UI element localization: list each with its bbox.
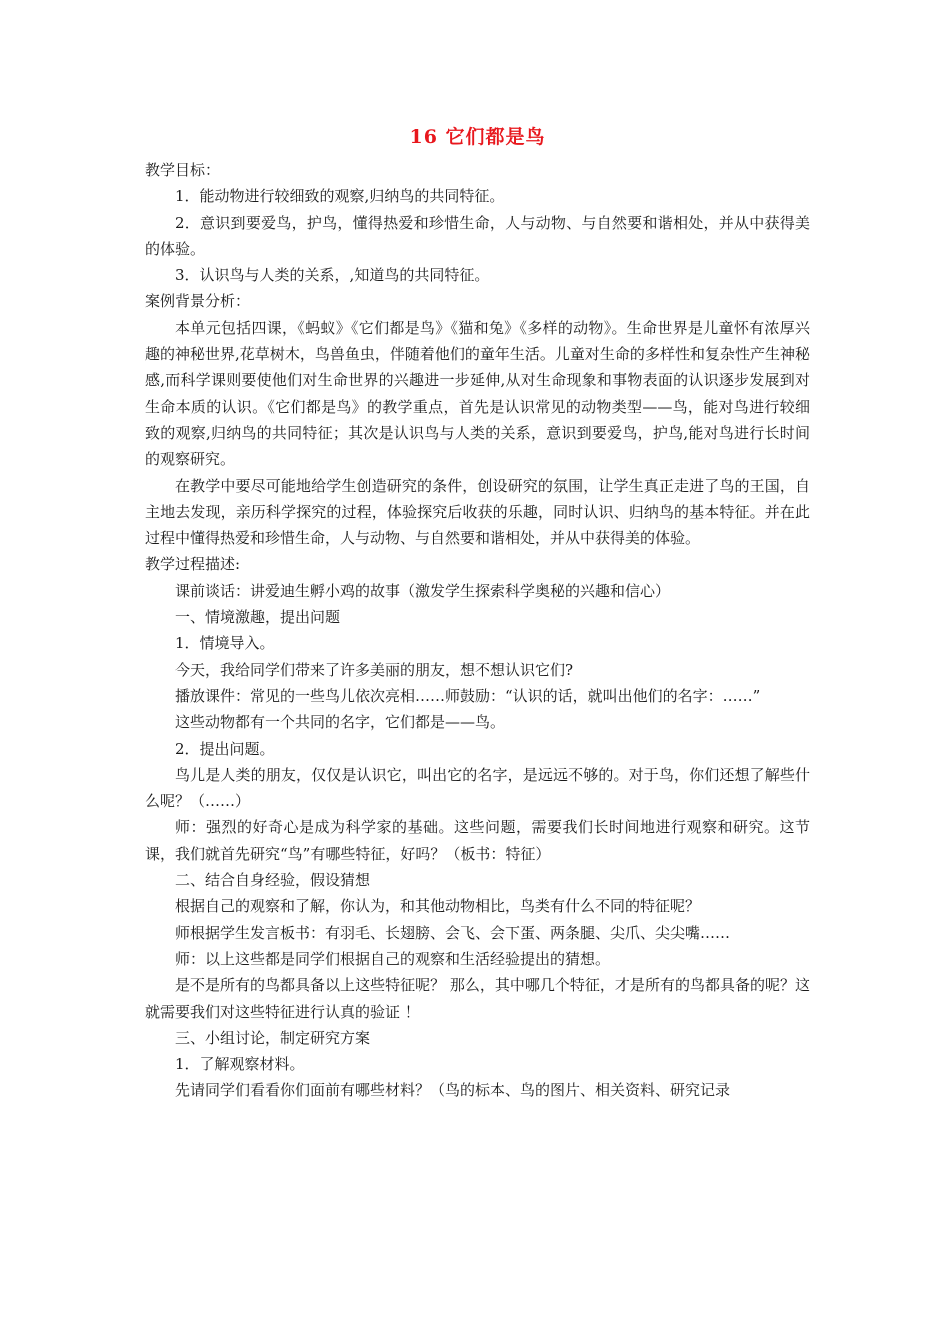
paragraph: 三、小组讨论，制定研究方案 — [175, 1028, 371, 1047]
paragraph: 根据自己的观察和了解，你认为，和其他动物相比，鸟类有什么不同的特征呢？ — [175, 897, 701, 916]
page-title: 16 它们都是鸟 — [409, 126, 546, 148]
paragraph: 1．情境导入。 — [175, 634, 275, 653]
paragraph: 这些动物都有一个共同的名字，它们都是——鸟。 — [175, 713, 506, 732]
paragraph: 先请同学们看看你们面前有哪些材料？（鸟的标本、鸟的图片、相关资料、研究记录 — [175, 1081, 731, 1100]
section-heading: 教学目标： — [145, 161, 221, 179]
paragraph: 师根据学生发言板书：有羽毛、长翅膀、会飞、会下蛋、两条腿、尖爪、尖尖嘴…… — [175, 923, 731, 942]
paragraph: 本单元包括四课，《蚂蚁》《它们都是鸟》《猫和兔》《多样的动物》。生命世界是儿童怀有浓厚兴趣的神秘世界,花草树木，鸟兽鱼虫，伴随着他们的童年生活。儿童对生命的多样性和复杂性产生神秘感,而科学课则要使他们对生命世界的兴趣进一步延伸,从对生命现象和事物表面的认识逐步发展到对生命本质的认识。《它们都是鸟》的教学重点，首先是认识常见的动物类型——鸟，能对鸟进行较细致的观察,归纳鸟的共同特征；其次是认识鸟与人类的关系，意识到要爱鸟，护鸟,能对鸟进行长时间的观察研究。 — [145, 318, 810, 469]
section-heading: 教学过程描述: — [145, 555, 241, 574]
paragraph: 二、结合自身经验，假设猜想 — [175, 871, 371, 890]
paragraph: 1．了解观察材料。 — [175, 1055, 305, 1074]
section-heading: 案例背景分析： — [145, 292, 251, 311]
paragraph: 一、情境激趣，提出问题 — [175, 608, 341, 627]
paragraph: 1．能动物进行较细致的观察,归纳鸟的共同特征。 — [175, 187, 505, 206]
paragraph: 3．认识鸟与人类的关系，,知道鸟的共同特征。 — [175, 266, 490, 285]
paragraph: 师：强烈的好奇心是成为科学家的基础。这些问题，需要我们长时间地进行观察和研究。这节课，我们就首先研究“鸟”有哪些特征，好吗？（板书：特征） — [145, 818, 810, 863]
paragraph: 课前谈话：讲爱迪生孵小鸡的故事（激发学生探索科学奥秘的兴趣和信心） — [175, 581, 671, 600]
paragraph: 在教学中要尽可能地给学生创造研究的条件，创设研究的氛围，让学生真正走进了鸟的王国，自主地去发现，亲历科学探究的过程，体验探究后收获的乐趣，同时认识、归纳鸟的基本特征。并在此过程中懂得热爱和珍惜生命，人与动物、与自然要和谐相处，并从中获得美的体验。 — [145, 476, 810, 548]
document-body — [145, 157, 810, 1104]
paragraph: 播放课件：常见的一些鸟儿依次亮相……师鼓励：“认识的话，就叫出他们的名字：……” — [175, 686, 761, 705]
paragraph: 2．意识到要爱鸟，护鸟，懂得热爱和珍惜生命，人与动物、与自然要和谐相处，并从中获得美的体验。 — [145, 213, 810, 258]
paragraph: 2．提出问题。 — [175, 739, 275, 758]
paragraph: 是不是所有的鸟都具备以上这些特征呢？ 那么，其中哪几个特征，才是所有的鸟都具备的呢？这就需要我们对这些特征进行认真的验证 ！ — [145, 976, 810, 1021]
paragraph: 今天，我给同学们带来了许多美丽的朋友，想不想认识它们? — [175, 660, 574, 679]
paragraph: 鸟儿是人类的朋友，仅仅是认识它，叫出它的名字，是远远不够的。对于鸟，你们还想了解些什么呢？（……） — [145, 765, 810, 811]
paragraph: 师：以上这些都是同学们根据自己的观察和生活经验提出的猜想。 — [175, 949, 611, 968]
